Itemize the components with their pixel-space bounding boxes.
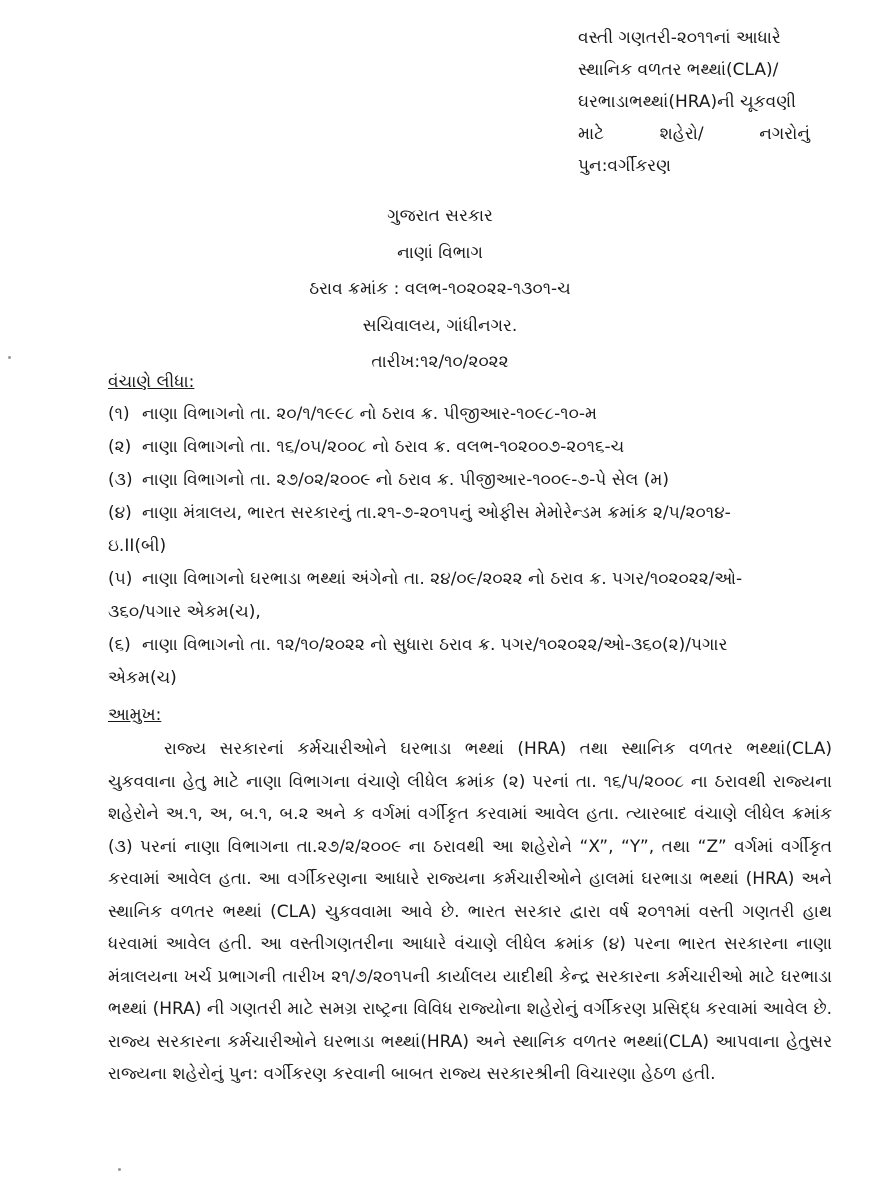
- reference-item: [108, 398, 828, 431]
- subject-line: સ્થાનિક વળતર ભથ્થાં(CLA)/: [578, 60, 779, 80]
- department-name: નાણાં વિભાગ: [397, 242, 483, 263]
- resolution-number: ઠરાવ ક્રમાંક : વલભ-૧૦૨૦૨૨-૧૩૦૧-ચ: [309, 279, 571, 299]
- government-name: ગુજરાત સરકાર: [387, 206, 493, 226]
- reference-number: (૪): [108, 503, 132, 523]
- subject-word: માટે: [578, 124, 605, 144]
- subject-line: [578, 118, 810, 150]
- reference-item: [108, 497, 828, 530]
- reference-text: નાણા મંત્રાલય, ભારત સરકારનું તા.૨૧-૭-૨૦૧૫નું ઓફીસ મેમોરેન્ડમ ક્રમાંક ૨/૫/૨૦૧૪-: [142, 503, 731, 523]
- preamble-title: આમુખ:: [108, 705, 162, 725]
- scan-speck: [118, 1168, 121, 1171]
- reference-number: (૨): [108, 437, 132, 457]
- subject-line: ઘરભાડાભથ્થાં(HRA)ની ચૂકવણી: [578, 92, 796, 112]
- subject-line: પુન:વર્ગીકરણ: [578, 156, 671, 176]
- reference-text: નાણા વિભાગનો તા. ૨૦/૧/૧૯૯૮ નો ઠરાવ ક્ર. પીજીઆર-૧૦૯૮-૧૦-મ: [142, 404, 597, 424]
- references-title: વંચાણે લીધા:: [108, 372, 195, 392]
- references-list: [108, 398, 828, 695]
- reference-text: નાણા વિભાગનો તા. ૧૨/૧૦/૨૦૨૨ નો સુધારા ઠરાવ ક્ર. પગર/૧૦૨૦૨૨/ઓ-૩૬૦(૨)/પગાર: [142, 635, 728, 655]
- scan-speck: [8, 356, 11, 359]
- subject-block: [578, 22, 810, 182]
- reference-number: (૩): [108, 470, 133, 490]
- subject-word: શહેરો/: [659, 124, 704, 144]
- subject-line: વસ્તી ગણતરી-૨૦૧૧નાં આધારે: [578, 28, 781, 48]
- reference-continuation: ૩૬૦/પગાર એકમ(ચ),: [108, 602, 261, 622]
- reference-item: [108, 464, 828, 497]
- reference-item: [108, 431, 828, 464]
- reference-item: [108, 629, 828, 662]
- reference-text: નાણા વિભાગનો તા. ૨૭/૦૨/૨૦૦૯ નો ઠરાવ ક્ર. પીજીઆર-૧૦૦૯-૭-પે સેલ (મ): [142, 470, 670, 490]
- reference-text: નાણા વિભાગનો ઘરભાડા ભથ્થાં અંગેનો તા. ૨૪/૦૯/૨૦૨૨ નો ઠરાવ ક્ર. પગર/૧૦૨૦૨૨/ઓ-: [142, 569, 743, 589]
- subject-word: નગરોનું: [759, 124, 810, 144]
- reference-number: (૧): [108, 404, 130, 424]
- reference-continuation: એકમ(ચ): [108, 668, 177, 688]
- reference-continuation: ઇ.II(બી): [108, 536, 167, 556]
- reference-number: (૬): [108, 635, 131, 655]
- reference-number: (૫): [108, 569, 133, 589]
- date: તારીખ:૧૨/૧૦/૨૦૨૨: [371, 352, 509, 372]
- document-header: [250, 198, 630, 381]
- reference-item: [108, 563, 828, 596]
- place: સચિવાલય, ગાંધીનગર.: [362, 315, 518, 336]
- reference-text: નાણા વિભાગનો તા. ૧૬/૦૫/૨૦૦૮ નો ઠરાવ ક્ર. વલભ-૧૦૨૦૦૭-૨૦૧૬-ચ: [142, 437, 625, 457]
- preamble-paragraph: રાજ્ય સરકારનાં કર્મચારીઓને ઘરભાડા ભથ્થાં (HRA) તથા સ્થાનિક વળતર ભથ્થાં(CLA) ચુકવવાના હેતુ માટે નાણા વિભાગના વંચાણે લીધેલ ક્રમાંક (૨) પરનાં તા. ૧૬/૫/૨૦૦૮ ના ઠરાવથી રાજ્યના શહેરોને અ.૧, અ, બ.૧, બ.૨ અને ક વર્ગમાં વર્ગીકૃત કરવામાં આવેલ હતા. ત્યારબાદ વંચાણે લીધેલ ક્રમાંક (૩) પરનાં નાણા વિભાગના તા.૨૭/૨/૨૦૦૯ ના ઠરાવથી આ શહેરોને “X”, “Y”, તથા “Z” વર્ગમાં વર્ગીકૃત કરવામાં આવેલ હતા. આ વર્ગીકરણના આધારે રાજ્યના કર્મચારીઓને હાલમાં ઘરભાડા ભથ્થાં (HRA) અને સ્થાનિક વળતર ભથ્થાં (CLA) ચુકવવામા આવે છે. ભારત સરકાર દ્વારા વર્ષ ૨૦૧૧માં વસ્તી ગણતરી હાથ ધરવામાં આવેલ હતી. આ વસ્તીગણતરીના આધારે વંચાણે લીધેલ ક્રમાંક (૪) પરના ભારત સરકારના નાણા મંત્રાલયના ખર્ચ પ્રભાગની તારીખ ૨૧/૭/૨૦૧૫ની કાર્યાલય યાદીથી કેન્દ્ર સરકારના કર્મચારીઓ માટે ઘરભાડા ભથ્થાં (HRA) ની ગણતરી માટે સમગ્ર રાષ્ટ્રના વિવિધ રાજ્યોના શહેરોનું વર્ગીકરણ પ્રસિદ્ધ કરવામાં આવેલ છે. રાજ્ય સરકારના કર્મચારીઓને ઘરભાડા ભથ્થાં(HRA) અને સ્થાનિક વળતર ભથ્થાં(CLA) આપવાના હેતુસર રાજ્યના શહેરોનું પુન: વર્ગીકરણ કરવાની બાબત રાજ્ય સરકારશ્રીની વિચારણા હેઠળ હતી.: [108, 739, 832, 1084]
